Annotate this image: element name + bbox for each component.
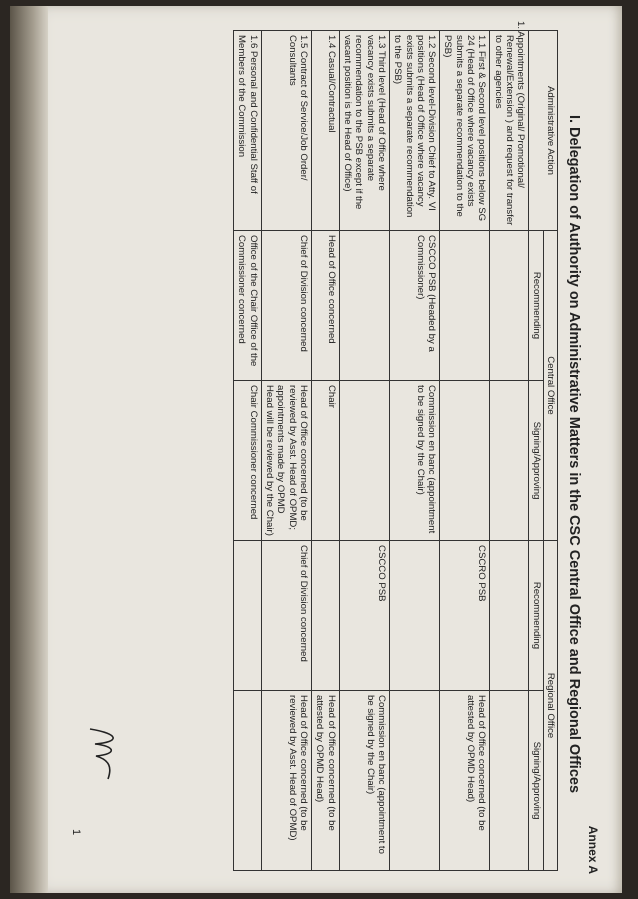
ro-sign-cell	[490, 691, 529, 871]
page-title: I. Delegation of Authority on Administrative Matters in the CSC Central Office and Regional Offices	[566, 114, 582, 794]
co-rec-cell	[490, 231, 529, 381]
ro-sign-cell: Head of Office concerned (to be attested by OPMD Head)	[440, 691, 490, 871]
co-rec-cell: CSCCO PSB (Headed by a Commissioner)	[389, 231, 439, 381]
header-regional-office: Regional Office	[543, 541, 557, 871]
co-rec-cell: Office of the Chair Office of the Commissioner concerned	[234, 231, 262, 381]
co-sign-cell	[490, 381, 529, 541]
rotated-content	[40, 21, 600, 884]
ro-sign-cell: Head of Office concerned (to be attested by OPMD Head)	[312, 691, 340, 871]
header-ro-signing: Signing/Approving	[529, 691, 543, 871]
signature-mark	[80, 724, 130, 784]
table-row	[261, 31, 311, 871]
action-cell: 1.3 Third level (Head of Office where vacancy exists submits a separate recommendation to the PSB except if the vacant position is the Head of Office)	[339, 31, 389, 231]
ro-rec-cell: CSCRO PSB	[440, 541, 490, 691]
ro-sign-cell	[389, 691, 439, 871]
co-sign-cell: Head of Office concerned (to be reviewed by Asst. Head of OPMD; appointments made by OPMD Head will be reviewed by the Chair)	[261, 381, 311, 541]
co-sign-cell: Chair Commissioner concerned	[234, 381, 262, 541]
ro-rec-cell	[490, 541, 529, 691]
action-cell: 1.6 Personal and Confidential Staff of Members of the Commission	[234, 31, 262, 231]
header-co-signing: Signing/Approving	[529, 381, 543, 541]
header-ro-recommending: Recommending	[529, 541, 543, 691]
co-sign-cell: Chair	[312, 381, 340, 541]
ro-rec-cell	[234, 541, 262, 691]
page-number: 1	[70, 829, 82, 836]
header-central-office: Central Office	[543, 231, 557, 541]
action-cell: 1. Appointments (Original/ Promotional/ Renewal/Extension ) and request for transfer to other agencies	[490, 31, 529, 231]
action-cell: 1.4 Casual/Contractual	[312, 31, 340, 231]
table-row	[440, 31, 490, 871]
co-rec-cell	[440, 231, 490, 381]
co-sign-cell: Commission en banc (appointment to be signed by the Chair)	[389, 381, 439, 541]
co-sign-cell	[339, 381, 389, 541]
co-rec-cell	[339, 231, 389, 381]
co-rec-cell: Head of Office concerned	[312, 231, 340, 381]
table-row	[234, 31, 262, 871]
ro-sign-cell: Head of Office concerned (to be reviewed by Asst. Head of OPMD)	[261, 691, 311, 871]
document-page	[10, 6, 622, 893]
action-cell: 1.2 Second level-Division Chief to Atty. VI positions (Head of Office where vacancy exists submits a separate recommendation to the PSB)	[389, 31, 439, 231]
co-rec-cell: Chief of Division concerned	[261, 231, 311, 381]
ro-rec-cell	[389, 541, 439, 691]
ro-sign-cell	[234, 691, 262, 871]
action-cell: 1.1 First & Second level positions below SG 24 (Head of Office where vacancy exists submits a separate recommendation to the PSB)	[440, 31, 490, 231]
table-row	[312, 31, 340, 871]
header-admin-action: Administrative Action	[529, 31, 558, 231]
co-sign-cell	[440, 381, 490, 541]
action-cell: 1.5 Contract of Service/Job Order/ Consultants	[261, 31, 311, 231]
ro-rec-cell	[312, 541, 340, 691]
ro-rec-cell: CSCCO PSB	[339, 541, 389, 691]
delegation-table	[233, 21, 558, 871]
table-row	[389, 31, 439, 871]
table-row	[339, 31, 389, 871]
annex-label: Annex A	[586, 825, 600, 874]
table-row	[490, 31, 529, 871]
ro-sign-cell: Commission en banc (appointment to be signed by the Chair)	[339, 691, 389, 871]
header-co-recommending: Recommending	[529, 231, 543, 381]
ro-rec-cell: Chief of Division concerned	[261, 541, 311, 691]
